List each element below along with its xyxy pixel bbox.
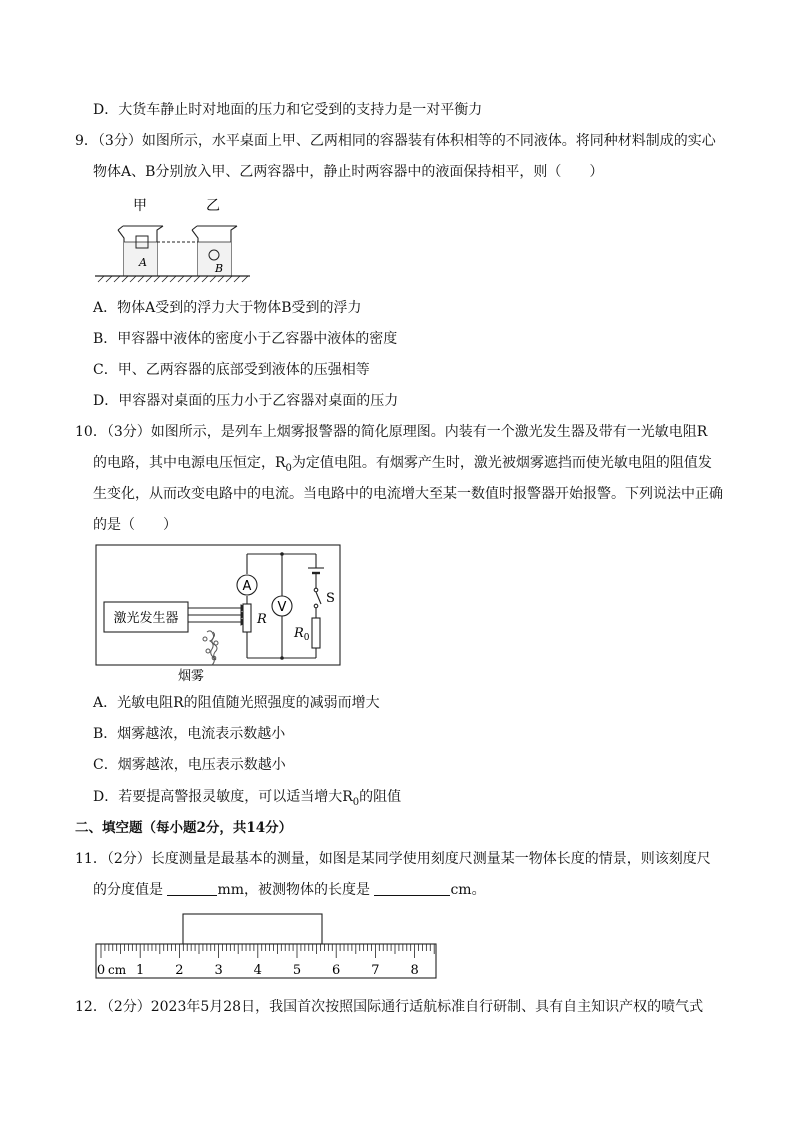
question-8-option-d: D．大货车静止时对地面的压力和它受到的支持力是一对平衡力 xyxy=(93,102,483,118)
question-9-option-c: C．甲、乙两容器的底部受到液体的压强相等 xyxy=(93,362,370,378)
ruler-label: 7 xyxy=(371,963,380,978)
battery-icon xyxy=(308,568,324,573)
r0-symbol: R xyxy=(275,455,286,471)
section-2-title: 二、填空题（每小题2分，共14分） xyxy=(75,820,293,836)
question-11-stem-line-2: 的分度值是 mm，被测物体的长度是 cm。 xyxy=(93,882,486,898)
switch-label: S xyxy=(326,591,335,606)
voltmeter-label: V xyxy=(277,600,287,615)
question-9-option-b: B．甲容器中液体的密度小于乙容器中液体的密度 xyxy=(93,331,398,347)
question-10-stem-line-1: 10．（3分）如图所示，是列车上烟雾报警器的简化原理图。内装有一个激光发生器及带有一光敏电阻R xyxy=(75,424,708,440)
ruler-unit-label: cm xyxy=(108,963,127,977)
question-10-stem-line-2: 的电路，其中电源电压恒定，$R_0$为定值电阻。有烟雾产生时，激光被烟雾遮挡而使光敏电阻的阻值发 xyxy=(93,455,712,474)
resistor-r0-label: $R_0$ xyxy=(294,626,310,643)
answer-blank-division[interactable] xyxy=(167,881,217,896)
object-a-label: A xyxy=(139,256,147,269)
answer-blank-length[interactable] xyxy=(374,881,450,896)
question-10-option-b: B．烟雾越浓，电流表示数越小 xyxy=(93,726,286,742)
question-12-stem-line-1: 12．（2分）2023年5月28日，我国首次按照国际通行适航标准自行研制、具有自主知识产权的喷气式 xyxy=(75,999,704,1015)
ruler-label: 1 xyxy=(136,963,145,978)
question-9-option-a: A．物体A受到的浮力大于物体B受到的浮力 xyxy=(93,300,362,316)
ruler-label: 0 xyxy=(96,963,106,978)
laser-generator-label: 激光发生器 xyxy=(113,611,179,626)
photoresistor-r xyxy=(243,604,251,632)
question-10-stem-line-3: 生变化，从而改变电路中的电流。当电路中的电流增大至某一数值时报警器开始报警。下列说法中正确 xyxy=(93,486,723,502)
question-10-stem-line-4: 的是（ ） xyxy=(93,517,177,533)
question-10-option-d: D．若要提高警报灵敏度，可以适当增大$R_0$的阻值 xyxy=(93,789,402,808)
question-11-ruler-figure xyxy=(94,912,440,982)
ammeter-label: A xyxy=(242,579,252,594)
object-b-label: B xyxy=(214,262,224,275)
ruler-label: 6 xyxy=(332,963,341,978)
photoresistor-label: R xyxy=(257,612,267,627)
question-9-figure xyxy=(90,192,260,286)
table-hatch xyxy=(98,276,248,282)
question-9-stem-line-1: 9．（3分）如图所示，水平桌面上甲、乙两相同的容器装有体积相等的不同液体。将同种材料制成的实心 xyxy=(75,133,716,149)
ruler-label: 3 xyxy=(214,963,223,978)
question-10-option-c: C．烟雾越浓，电压表示数越小 xyxy=(93,757,286,773)
question-11-stem-line-1: 11．（2分）长度测量是最基本的测量，如图是某同学使用刻度尺测量某一物体长度的情景，则该刻度尺 xyxy=(75,851,711,867)
figure-label-yi: 乙 xyxy=(206,198,220,214)
resistor-r0 xyxy=(312,618,320,648)
ruler-label: 5 xyxy=(292,963,302,978)
laser-beams xyxy=(188,605,247,625)
smoke-label: 烟雾 xyxy=(177,669,205,684)
ruler-label: 8 xyxy=(410,963,419,978)
question-9-stem-line-2: 物体A、B分别放入甲、乙两容器中，静止时两容器中的液面保持相平，则（ ） xyxy=(93,164,604,180)
switch-s xyxy=(314,588,321,608)
question-9-option-d: D．甲容器对桌面的压力小于乙容器对桌面的压力 xyxy=(93,393,399,409)
question-10-option-a: A．光敏电阻R的阻值随光照强度的减弱而增大 xyxy=(93,695,380,711)
figure-label-jia: 甲 xyxy=(133,198,147,214)
question-10-circuit-figure xyxy=(95,544,345,684)
ruler-label: 2 xyxy=(175,963,184,978)
measured-object xyxy=(183,914,322,944)
smoke-icon xyxy=(203,631,218,665)
ruler-label: 4 xyxy=(253,963,262,978)
